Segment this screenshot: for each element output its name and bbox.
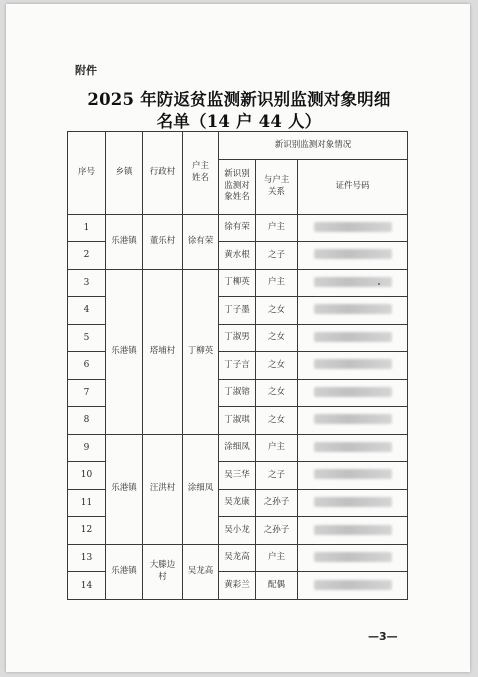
attachment-label: 附件 (75, 64, 97, 77)
cell-relation: 户主 (256, 434, 298, 462)
redacted-id-mask (314, 332, 392, 342)
cell-id-redacted (298, 434, 408, 462)
cell-member-name: 吴龙高 (219, 544, 256, 572)
table-row (68, 544, 408, 572)
cell-member-name: 吴三华 (219, 462, 256, 490)
cell-member-name: 丁淑琪 (219, 407, 256, 435)
header-id-number: 证件号码 (298, 159, 408, 214)
cell-member-name: 丁淑镕 (219, 379, 256, 407)
redacted-id-mask (314, 359, 392, 369)
cell-relation: 之子 (256, 462, 298, 490)
cell-member-name: 丁子言 (219, 352, 256, 380)
cell-member-name: 涂细凤 (219, 434, 256, 462)
cell-seq: 1 (68, 214, 106, 242)
cell-member-name: 黄彩兰 (219, 572, 256, 600)
cell-relation: 之女 (256, 407, 298, 435)
cell-id-redacted (298, 242, 408, 270)
cell-id-redacted (298, 352, 408, 380)
cell-id-redacted (298, 379, 408, 407)
redacted-id-mask (314, 414, 392, 424)
cell-village: 大滕边村 (143, 544, 183, 599)
cell-relation: 之女 (256, 324, 298, 352)
cell-id-redacted (298, 544, 408, 572)
cell-id-redacted (298, 214, 408, 242)
cell-seq: 7 (68, 379, 106, 407)
cell-id-redacted (298, 324, 408, 352)
cell-relation: 之女 (256, 379, 298, 407)
cell-seq: 5 (68, 324, 106, 352)
cell-id-redacted (298, 297, 408, 325)
redacted-id-mask (314, 580, 392, 590)
cell-relation: 配偶 (256, 572, 298, 600)
cell-id-redacted (298, 407, 408, 435)
cell-member-name: 吴小龙 (219, 517, 256, 545)
redacted-id-mask (314, 469, 392, 479)
cell-seq: 11 (68, 489, 106, 517)
cell-head-name: 徐有荣 (183, 214, 219, 269)
table-row (68, 434, 408, 462)
redacted-id-mask (314, 442, 392, 452)
cell-relation: 户主 (256, 269, 298, 297)
table-row (68, 269, 408, 297)
scan-speck (378, 283, 380, 285)
cell-member-name: 吴龙康 (219, 489, 256, 517)
cell-village: 汪洪村 (143, 434, 183, 544)
cell-member-name: 丁子墨 (219, 297, 256, 325)
cell-id-redacted (298, 269, 408, 297)
cell-seq: 10 (68, 462, 106, 490)
cell-town: 乐港镇 (106, 214, 143, 269)
cell-relation: 之孙子 (256, 517, 298, 545)
page-number: —3— (368, 630, 398, 643)
redacted-id-mask (314, 552, 392, 562)
header-group: 新识别监测对象情况 (219, 132, 408, 160)
cell-seq: 13 (68, 544, 106, 572)
header-relation: 与户主关系 (256, 159, 298, 214)
cell-relation: 之女 (256, 297, 298, 325)
cell-seq: 9 (68, 434, 106, 462)
cell-member-name: 徐有荣 (219, 214, 256, 242)
cell-member-name: 丁柳英 (219, 269, 256, 297)
redacted-id-mask (314, 304, 392, 314)
cell-seq: 12 (68, 517, 106, 545)
cell-relation: 之子 (256, 242, 298, 270)
cell-town: 乐港镇 (106, 434, 143, 544)
table-row (68, 214, 408, 242)
cell-relation: 之女 (256, 352, 298, 380)
cell-seq: 6 (68, 352, 106, 380)
redacted-id-mask (314, 525, 392, 535)
redacted-id-mask (314, 249, 392, 259)
cell-town: 乐港镇 (106, 544, 143, 599)
cell-id-redacted (298, 489, 408, 517)
cell-head-name: 涂细凤 (183, 434, 219, 544)
cell-village: 塔埔村 (143, 269, 183, 434)
table-header-row (68, 132, 408, 160)
redacted-id-mask (314, 277, 392, 287)
cell-member-name: 丁淑男 (219, 324, 256, 352)
cell-town: 乐港镇 (106, 269, 143, 434)
cell-relation: 户主 (256, 214, 298, 242)
document-title-line2: 名单（14 户 44 人） (156, 112, 322, 131)
cell-id-redacted (298, 517, 408, 545)
redacted-id-mask (314, 387, 392, 397)
cell-seq: 2 (68, 242, 106, 270)
cell-seq: 4 (68, 297, 106, 325)
cell-village: 董乐村 (143, 214, 183, 269)
redacted-id-mask (314, 497, 392, 507)
cell-id-redacted (298, 462, 408, 490)
cell-seq: 8 (68, 407, 106, 435)
header-seq: 序号 (68, 132, 106, 215)
document-title-line1: 2025 年防返贫监测新识别监测对象明细 (87, 90, 391, 109)
redacted-id-mask (314, 222, 392, 232)
header-town: 乡镇 (106, 132, 143, 215)
cell-relation: 户主 (256, 544, 298, 572)
cell-head-name: 吴龙高 (183, 544, 219, 599)
cell-member-name: 黄水根 (219, 242, 256, 270)
header-village: 行政村 (143, 132, 183, 215)
cell-id-redacted (298, 572, 408, 600)
cell-seq: 14 (68, 572, 106, 600)
cell-relation: 之孙子 (256, 489, 298, 517)
monitoring-table (67, 131, 408, 600)
header-head-name: 户主姓名 (183, 132, 219, 215)
cell-head-name: 丁柳英 (183, 269, 219, 434)
cell-seq: 3 (68, 269, 106, 297)
header-member-name: 新识别监测对象姓名 (219, 159, 256, 214)
